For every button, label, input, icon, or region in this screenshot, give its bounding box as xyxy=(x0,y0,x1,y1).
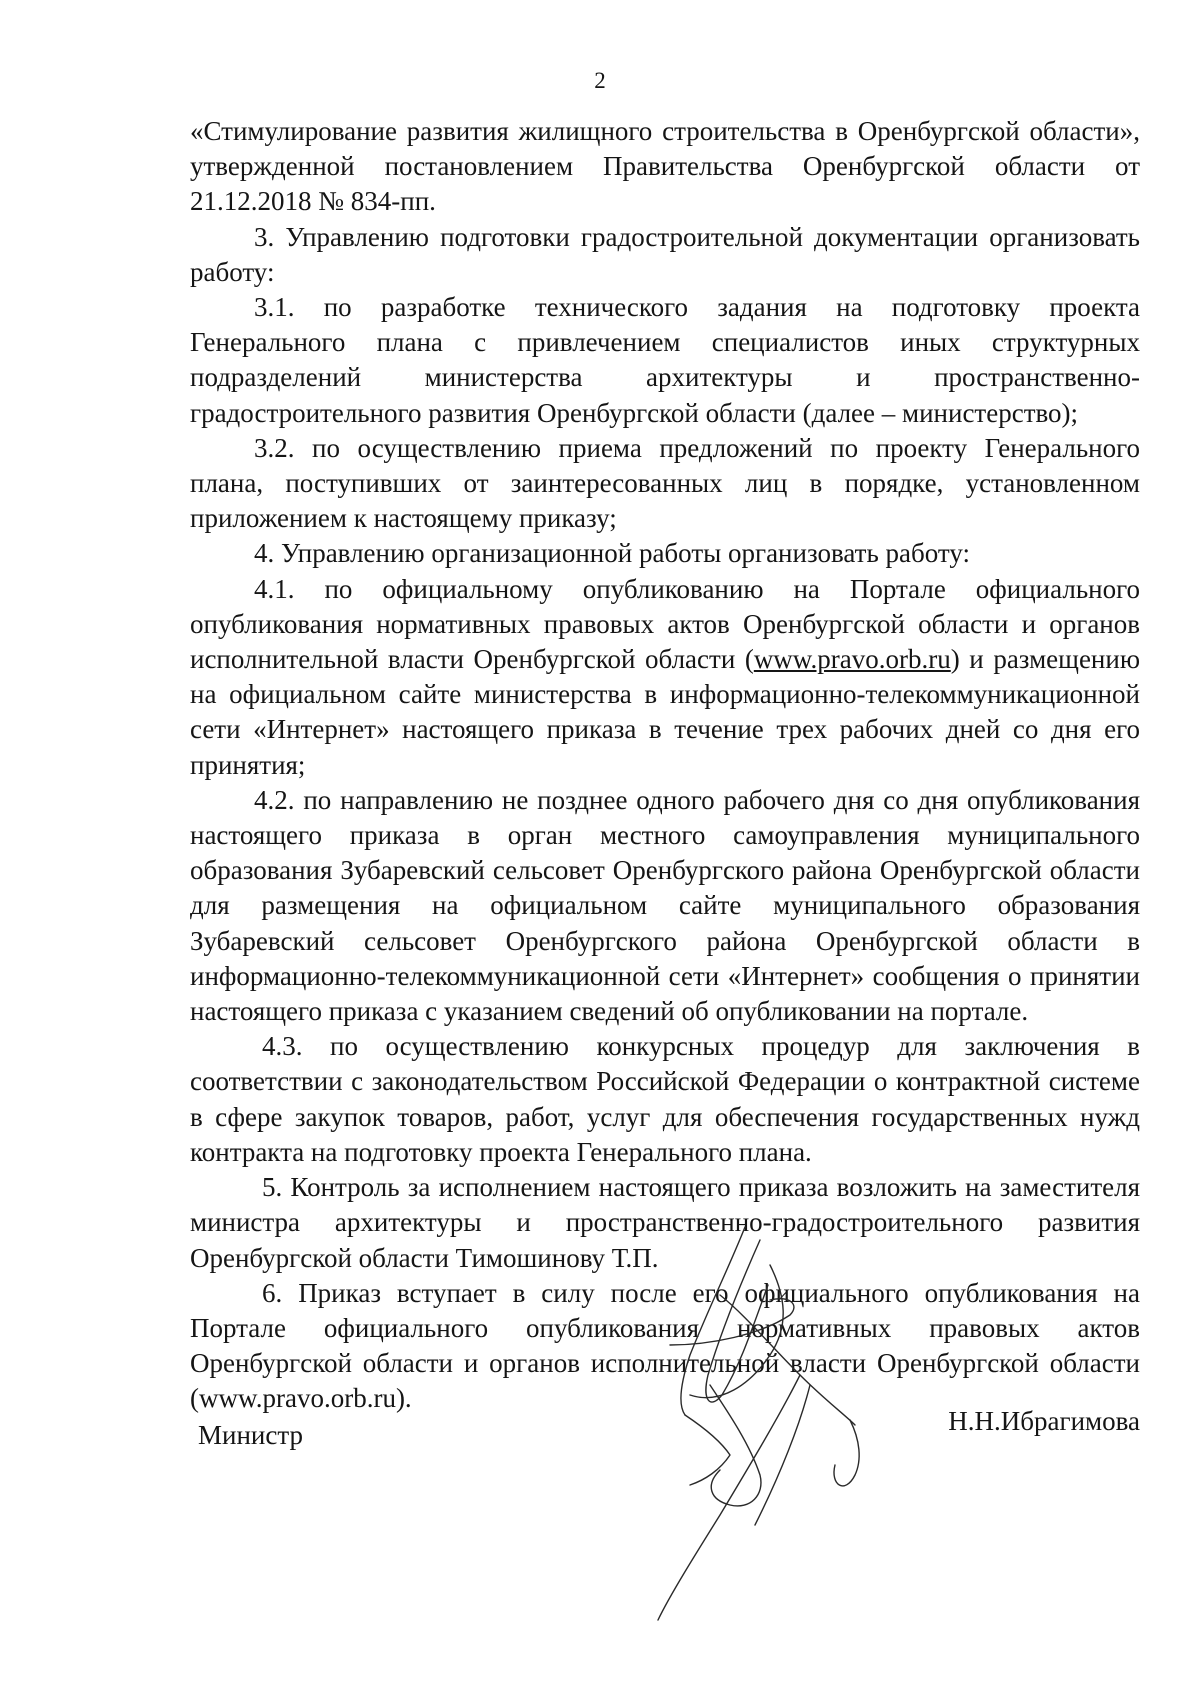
paragraph-3: 3. Управлению подготовки градостроительной документации организовать работу: xyxy=(190,221,1140,287)
signatory-title: Министр xyxy=(198,1420,303,1450)
paragraph-3-2: 3.2. по осуществлению приема предложений по проекту Генерального плана, поступивших от заинтересованных лиц в порядке, установленном приложением к настоящему приказу; xyxy=(190,432,1140,534)
paragraph-5: 5. Контроль за исполнением настоящего приказа возложить на заместителя министра архитектуры и пространственно-градостроительного развития Оренбургской области Тимошинову Т.П. xyxy=(190,1172,1140,1273)
paragraph-4-1-text-end: ) и размещению на официальном сайте министерства в информационно-телекоммуникационной сети «Интернет» настоящего приказа в течение трех рабочих дней со дня его принятия; xyxy=(190,644,1140,780)
paragraph-6: 6. Приказ вступает в силу после его официального опубликования на Портале официального опубликования нормативных правовых актов Оренбургской области и органов исполнительной власти Оренбургской области (www.pravo.orb.ru). xyxy=(190,1277,1140,1414)
paragraph-4-1-text-start: 4.1. по официальному опубликованию на Портале официального опубликования нормативных правовых актов Оренбургской области и органов исполнительной власти Оренбургской области ( xyxy=(190,573,1140,675)
handwritten-signature xyxy=(650,1225,910,1625)
paragraph-program-reference: «Стимулирование развития жилищного строительства в Оренбургской области», утвержденной постановлением Правительства Оренбургской области от 21.12.2018 № 834-пп. xyxy=(190,116,1140,217)
page-number: 2 xyxy=(594,68,606,93)
document-body xyxy=(190,114,1140,1417)
paragraph-4-2: 4.2. по направлению не позднее одного рабочего дня со дня опубликования настоящего приказа в орган местного самоуправления муниципального образования Зубаревский сельсовет Оренбургского района Оренбургской области для размещения на официальном сайте муниципального образования Зубаревский сельсовет Оренбургского района Оренбургской области в информационно-телекоммуникационной сети «Интернет» сообщения о принятии настоящего приказа с указанием сведений об опубликовании на портале. xyxy=(190,784,1140,1027)
paragraph-4-1 xyxy=(190,572,1140,783)
paragraph-3-1: 3.1. по разработке технического задания на подготовку проекта Генерального плана с привлечением специалистов иных структурных подразделений министерства архитектуры и пространственно-градостроительного развития Оренбургской области (далее – министерство); xyxy=(190,292,1140,428)
signatory-name: Н.Н.Ибрагимова xyxy=(948,1406,1140,1436)
portal-link[interactable]: www.pravo.orb.ru xyxy=(753,644,951,675)
paragraph-4: 4. Управлению организационной работы организовать работу: xyxy=(254,538,970,569)
paragraph-4-3: 4.3. по осуществлению конкурсных процедур для заключения в соответствии с законодательством Российской Федерации о контрактной системе в сфере закупок товаров, работ, услуг для обеспечения государственных нужд контракта на подготовку проекта Генерального плана. xyxy=(190,1031,1140,1167)
